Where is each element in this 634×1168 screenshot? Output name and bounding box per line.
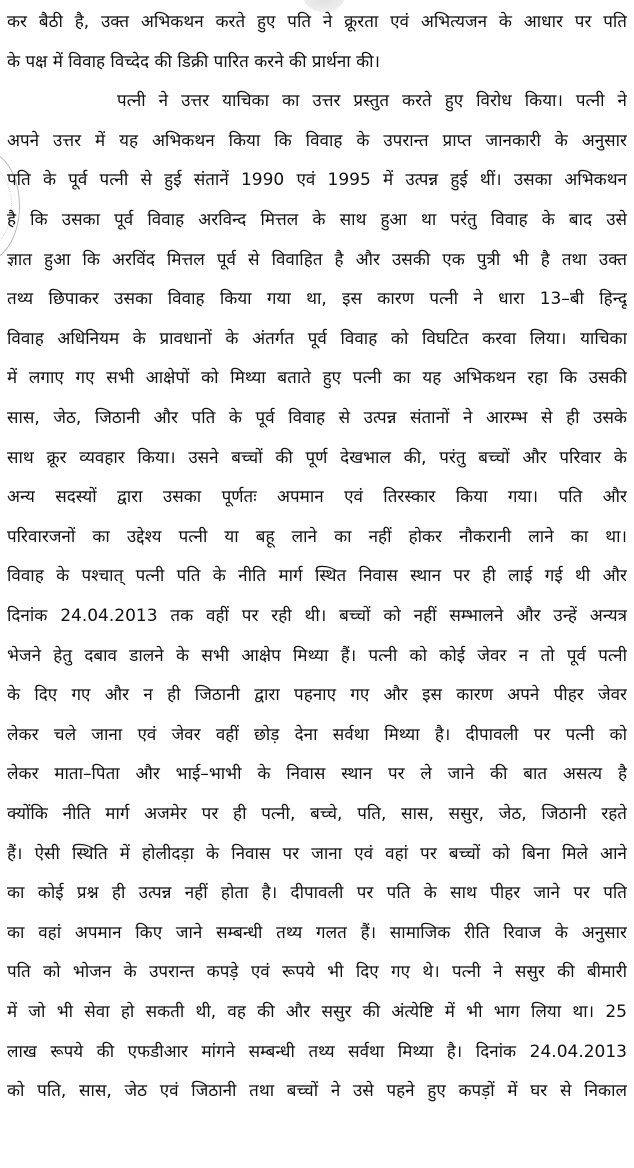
- document-text-line: में जो भी सेवा हो सकती थी, वह की और ससुर की अंत्येष्टि में भी भाग लिया था। 25: [7, 1002, 627, 1022]
- document-text-line: विवाह अधिनियम के प्रावधानों के अंतर्गत पूर्व विवाह को विघटित करवा लिया। याचिका: [7, 328, 627, 349]
- document-text-line: ज्ञात हुआ कि अरविंद मित्तल पूर्व से विवाहित है और उसकी एक पुत्री भी है तथा उक्त: [7, 249, 627, 270]
- document-text-line: के दिए गए और न ही जिठानी द्वारा पहनाए गए और इस कारण अपने पीहर जेवर: [7, 685, 627, 706]
- document-text-line: तथ्य छिपाकर उसका विवाह किया गया था, इस कारण पत्नी ने धारा 13–बी हिन्दू: [7, 289, 627, 310]
- document-text-line: के पक्ष में विवाह विच्देद की डिक्री पारित करने की प्रार्थना की।: [7, 51, 380, 72]
- document-text-line: अपने उत्तर में यह अभिकथन किया कि विवाह के उपरान्त प्राप्त जानकारी के अनुसार: [7, 130, 627, 151]
- document-text-line: साथ क्रूर व्यवहार किया। उसने बच्चों की पूर्ण देखभाल की, परंतु बच्चों और परिवार के: [7, 447, 627, 468]
- document-text-line: लेकर चले जाना एवं जेवर वहीं छोड़ देना सर्वथा मिथ्या है। दीपावली पर पत्नी को: [7, 724, 627, 745]
- document-text-line: कर बैठी है, उक्त अभिकथन करते हुए पति ने क्रूरता एवं अभित्यजन के आधार पर पति: [7, 12, 627, 32]
- document-text-line: हैं। ऐसी स्थिति में होलीदड़ा के निवास पर जाना एवं वहां पर बच्चों को बिना मिले आने: [7, 843, 627, 864]
- document-text-line: पति को भोजन के उपरान्त कपड़े एवं रूपये भी दिए गए थे। पत्नी ने ससुर की बीमारी: [7, 962, 627, 983]
- document-text-line: लाख रूपये की एफडीआर मांगने सम्बन्धी तथ्य सर्वथा मिथ्या है। दिनांक 24.04.2013: [7, 1041, 627, 1062]
- document-text-line: है कि उसका पूर्व विवाह अरविन्द मित्तल के साथ हुआ था परंतु विवाह के बाद उसे: [7, 210, 627, 230]
- document-text-line: लेकर माता–पिता और भाई–भाभी के निवास स्थान पर ले जाने की बात असत्य है: [7, 764, 627, 785]
- document-text-line: परिवारजनों का उद्देश्य पत्नी या बहू लाने का नहीं होकर नौकरानी लाने का था।: [7, 526, 627, 547]
- document-text-line: सास, जेठ, जिठानी और पति के पूर्व विवाह से उत्पन्न संतानों ने आरम्भ से ही उसके: [7, 408, 627, 428]
- document-text-line: अन्य सदस्यों द्वारा उसका पूर्णतः अपमान एवं तिरस्कार किया गया। पति और: [7, 487, 627, 508]
- document-text-line: दिनांक 24.04.2013 तक वहीं पर रही थी। बच्चों को नहीं सम्भालने और उन्हें अन्यत्र: [7, 606, 627, 626]
- document-text-line: में लगाए गए सभी आक्षेपों को मिथ्या बताते हुए पत्नी का यह अभिकथन रहा कि उसकी: [7, 368, 627, 389]
- document-text-line: पति के पूर्व पत्नी से हुई संतानें 1990 एवं 1995 में उत्पन्न हुई थीं। उसका अभिकथन: [7, 170, 627, 191]
- document-text-line: पत्नी ने उत्तर याचिका का उत्तर प्रस्तुत करते हुए विरोध किया। पत्नी ने: [117, 91, 627, 112]
- document-text-line: को पति, सास, जेठ एवं जिठानी तथा बच्चों ने उसे पहने हुए कपड़ों में घर से निकाल: [7, 1081, 627, 1102]
- document-text-line: भेजने हेतु दबाव डालने के सभी आक्षेप मिथ्या हैं। पत्नी को कोई जेवर न तो पूर्व पत्नी: [7, 645, 627, 666]
- document-text-line: क्योंकि नीति मार्ग अजमेर पर ही पत्नी, बच्चे, पति, सास, ससुर, जेठ, जिठानी रहते: [7, 804, 627, 824]
- document-text-line: का वहां अपमान किए जाने सम्बन्धी तथ्य गलत हैं। सामाजिक रीति रिवाज के अनुसार: [7, 922, 627, 943]
- document-text-line: विवाह के पश्चात् पत्नी पति के नीति मार्ग स्थित निवास स्थान पर ही लाई गई थी और: [7, 566, 627, 587]
- document-text-line: का कोई प्रश्न ही उत्पन्न नहीं होता है। दीपावली पर पति के साथ पीहर जाने पर पति: [7, 883, 627, 904]
